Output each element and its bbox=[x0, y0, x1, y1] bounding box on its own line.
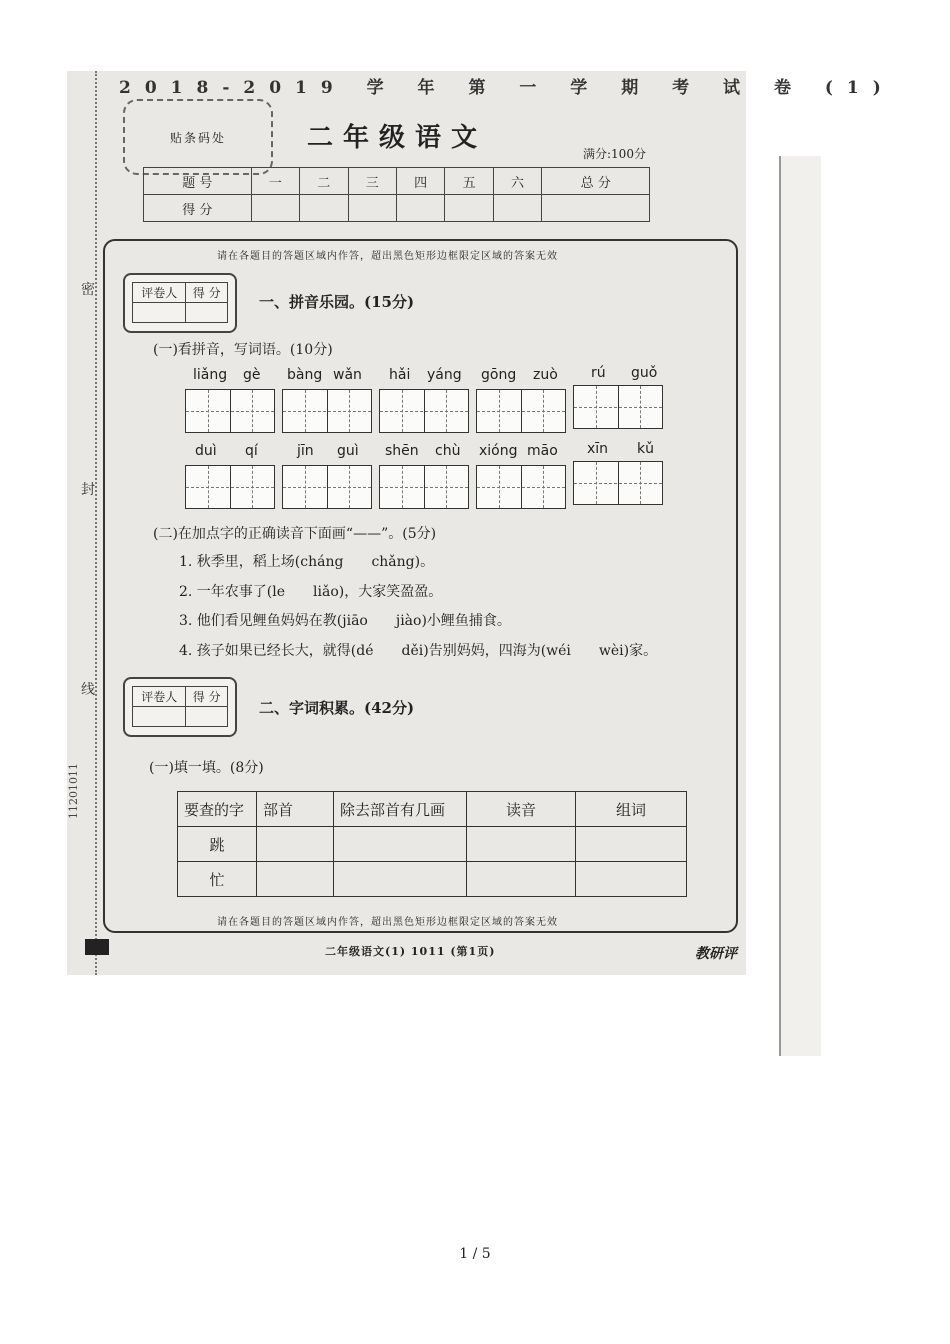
pinyin: kǔ bbox=[637, 441, 654, 457]
grader-cell[interactable] bbox=[133, 303, 186, 323]
pinyin: xīn bbox=[587, 441, 609, 457]
fill-cell[interactable] bbox=[576, 862, 687, 897]
grader-label: 评卷人 bbox=[133, 687, 186, 707]
fill-header: 部首 bbox=[257, 792, 334, 827]
pinyin: gè bbox=[243, 367, 261, 383]
seal-char: 线 bbox=[81, 682, 95, 698]
score-header-cell: 五 bbox=[445, 168, 493, 195]
section-title: 二、字词积累。(42分) bbox=[259, 699, 415, 717]
seal-char: 密 bbox=[81, 282, 95, 298]
pinyin: qí bbox=[245, 443, 258, 459]
grader-label: 得 分 bbox=[186, 687, 228, 707]
pinyin: liǎng bbox=[193, 367, 228, 383]
question-item: 1. 秋季里，稻上场(cháng chǎng)。 bbox=[179, 554, 435, 570]
page-counter: 1 / 5 bbox=[459, 1246, 491, 1262]
alignment-mark bbox=[85, 939, 109, 955]
grader-box bbox=[123, 273, 237, 333]
section-title: 一、拼音乐园。(15分) bbox=[259, 293, 415, 311]
notice-bottom: 请在各题目的答题区域内作答，超出黑色矩形边框限定区域的答案无效 bbox=[217, 917, 558, 928]
writing-box[interactable] bbox=[282, 465, 372, 509]
score-header-cell: 六 bbox=[493, 168, 541, 195]
score-cell[interactable] bbox=[493, 195, 541, 222]
score-table bbox=[143, 167, 650, 222]
fill-header: 除去部首有几画 bbox=[334, 792, 467, 827]
part-title: (一)看拼音，写词语。(10分) bbox=[153, 342, 333, 358]
grader-cell[interactable] bbox=[186, 303, 228, 323]
seal-line bbox=[89, 71, 97, 975]
pinyin: guǒ bbox=[631, 365, 658, 381]
score-cell[interactable] bbox=[445, 195, 493, 222]
pinyin: gōng bbox=[481, 367, 517, 383]
exam-header: 2018-2019 学 年 第 一 学 期 考 试 卷 (1) bbox=[119, 78, 895, 98]
fill-cell[interactable] bbox=[576, 827, 687, 862]
page-footer: 二年级语文(1) 1011 (第1页) bbox=[325, 945, 496, 958]
next-page-edge bbox=[779, 156, 821, 1056]
question-item: 4. 孩子如果已经长大，就得(dé děi)告别妈妈，四海为(wéi wèi)家。 bbox=[179, 643, 658, 659]
score-header-cell: 一 bbox=[251, 168, 299, 195]
fill-cell[interactable] bbox=[467, 827, 576, 862]
grader-cell[interactable] bbox=[133, 707, 186, 727]
pinyin: zuò bbox=[533, 367, 558, 383]
score-header-cell: 四 bbox=[396, 168, 444, 195]
fill-cell[interactable] bbox=[257, 827, 334, 862]
pinyin: wǎn bbox=[333, 367, 362, 383]
barcode-area: 贴条码处 bbox=[123, 99, 273, 175]
full-score: 满分:100分 bbox=[583, 147, 646, 161]
stamp-text: 教研评 bbox=[695, 946, 737, 962]
score-cell[interactable] bbox=[542, 195, 650, 222]
writing-box[interactable] bbox=[379, 389, 469, 433]
pinyin: guì bbox=[337, 443, 359, 459]
grader-label: 得 分 bbox=[186, 283, 228, 303]
grader-box bbox=[123, 677, 237, 737]
subject-title: 二年级语文 bbox=[307, 123, 488, 153]
writing-box[interactable] bbox=[573, 385, 663, 429]
pinyin: shēn bbox=[385, 443, 419, 459]
writing-box[interactable] bbox=[573, 461, 663, 505]
score-header-cell: 题 号 bbox=[144, 168, 252, 195]
pinyin: māo bbox=[527, 443, 558, 459]
pinyin: duì bbox=[195, 443, 217, 459]
score-cell[interactable] bbox=[300, 195, 348, 222]
score-header-cell: 三 bbox=[348, 168, 396, 195]
notice-top: 请在各题目的答题区域内作答，超出黑色矩形边框限定区域的答案无效 bbox=[217, 251, 558, 262]
fill-header: 组词 bbox=[576, 792, 687, 827]
part-title: (二)在加点字的正确读音下面画“——”。(5分) bbox=[153, 526, 437, 542]
writing-box[interactable] bbox=[476, 465, 566, 509]
fill-header: 读音 bbox=[467, 792, 576, 827]
pinyin: chù bbox=[435, 443, 461, 459]
fill-cell[interactable] bbox=[467, 862, 576, 897]
fill-header: 要查的字 bbox=[178, 792, 257, 827]
grader-cell[interactable] bbox=[186, 707, 228, 727]
question-item: 2. 一年农事了(le liǎo)，大家笑盈盈。 bbox=[179, 584, 443, 600]
pinyin: rú bbox=[591, 365, 606, 381]
score-row-label: 得 分 bbox=[144, 195, 252, 222]
grader-label: 评卷人 bbox=[133, 283, 186, 303]
part-title: (一)填一填。(8分) bbox=[149, 760, 264, 776]
fill-cell[interactable] bbox=[257, 862, 334, 897]
pinyin: hǎi bbox=[389, 367, 411, 383]
writing-box[interactable] bbox=[282, 389, 372, 433]
writing-box[interactable] bbox=[476, 389, 566, 433]
pinyin: bàng bbox=[287, 367, 323, 383]
seal-char: 封 bbox=[81, 482, 95, 498]
question-item: 3. 他们看见鲤鱼妈妈在教(jiāo jiào)小鲤鱼捕食。 bbox=[179, 613, 511, 629]
fill-cell[interactable] bbox=[334, 862, 467, 897]
pinyin: yáng bbox=[427, 367, 462, 383]
fill-row-char: 忙 bbox=[178, 862, 257, 897]
score-header-cell: 总 分 bbox=[542, 168, 650, 195]
pinyin: jīn bbox=[297, 443, 314, 459]
fill-table bbox=[177, 791, 687, 897]
fill-cell[interactable] bbox=[334, 827, 467, 862]
score-cell[interactable] bbox=[251, 195, 299, 222]
score-cell[interactable] bbox=[396, 195, 444, 222]
pinyin: xióng bbox=[479, 443, 518, 459]
writing-box[interactable] bbox=[185, 465, 275, 509]
writing-box[interactable] bbox=[185, 389, 275, 433]
score-header-cell: 二 bbox=[300, 168, 348, 195]
serial-number: 11201011 bbox=[67, 763, 80, 819]
writing-box[interactable] bbox=[379, 465, 469, 509]
fill-row-char: 跳 bbox=[178, 827, 257, 862]
exam-photo bbox=[67, 71, 895, 975]
score-cell[interactable] bbox=[348, 195, 396, 222]
